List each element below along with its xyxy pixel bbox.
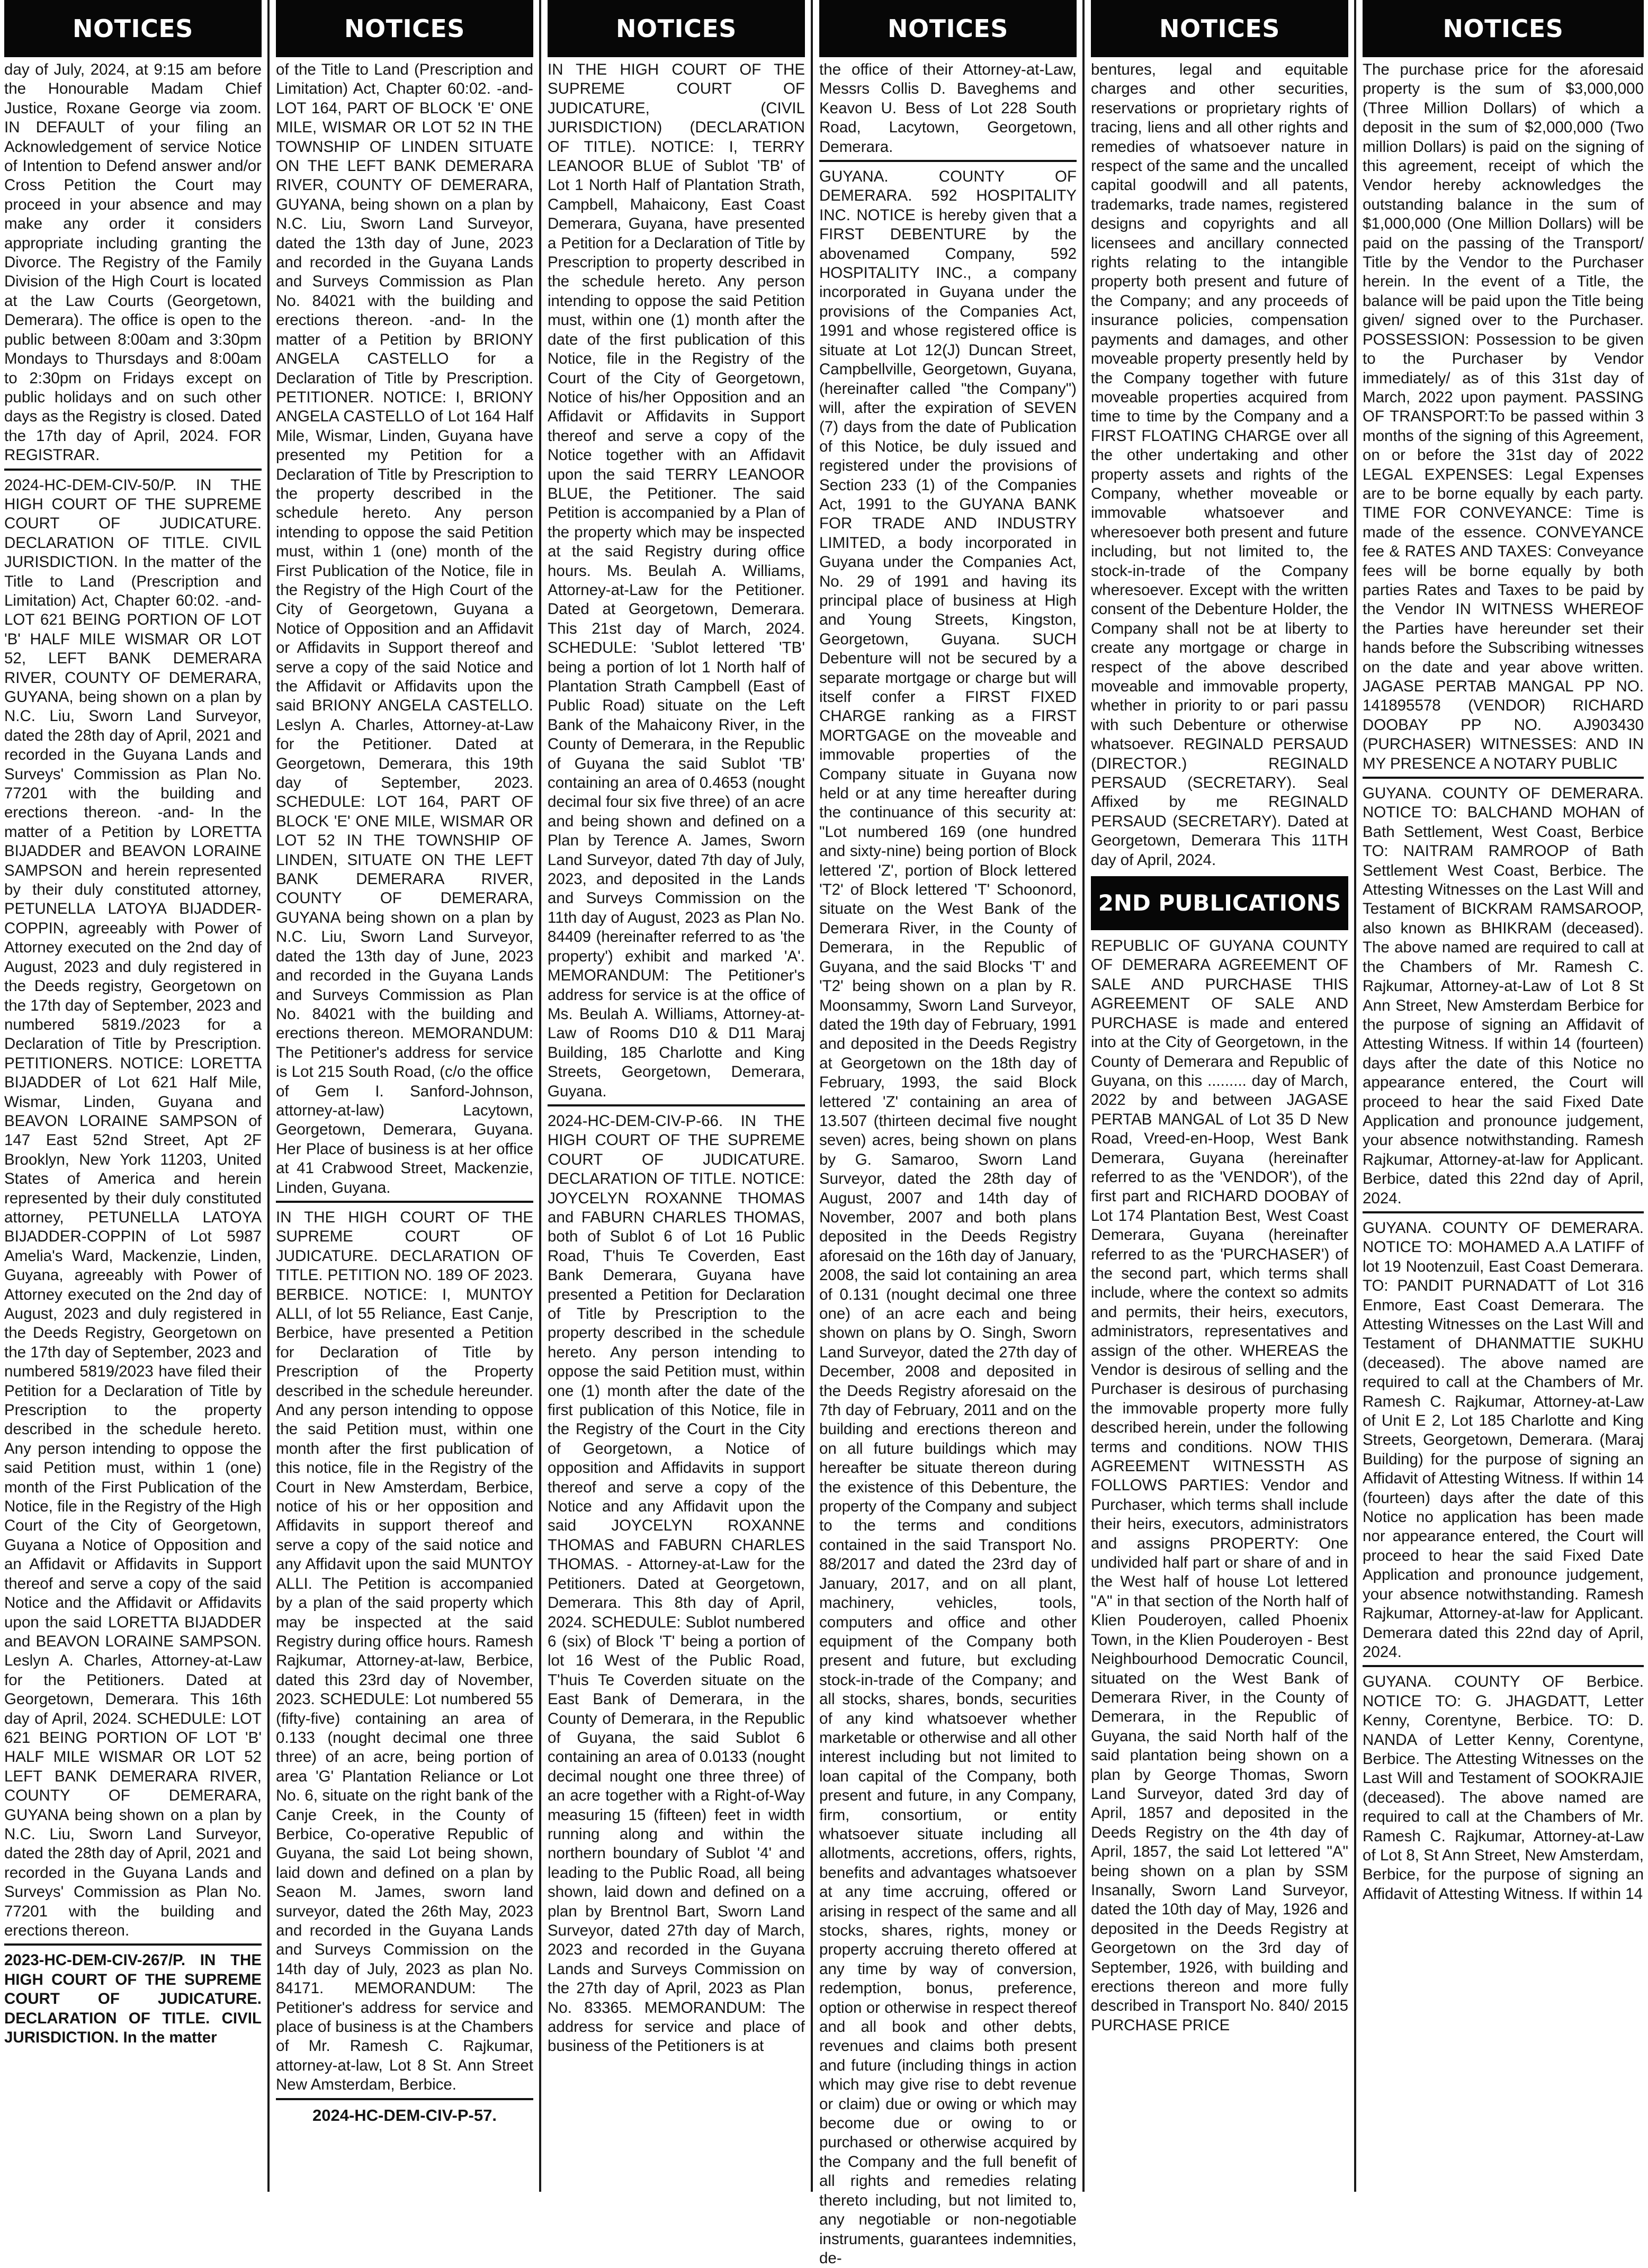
notice-column-5 xyxy=(1091,0,1348,2192)
column-header: NOTICES xyxy=(276,0,533,57)
notice-paragraph: REPUBLIC OF GUYANA COUNTY OF DEMERARA AGREEMENT OF SALE AND PURCHASE THIS AGREEMENT OF SALE AND PURCHASE is made and entered into at the City of Georgetown, in the County of Demerara and Republic of Guyana, on this ......... day of March, 2022 by and between JAGASE PERTAB MANGAL of Lot 35 D New Road, Vreed-en-Hoop, West Bank Demerara, Guyana (hereinafter referred to as the 'VENDOR'), of the first part and RICHARD DOOBAY of Lot 174 Plantation Best, West Coast Demerara, Guyana (hereinafter referred to as the 'PURCHASER') of the second part, which terms shall include, where the context so admits and permits, their heirs, executors, administrators, representatives and assign of the other. WHEREAS the Vendor is desirous of selling and the Purchaser is desirous of purchasing the immovable property more fully described herein, under the following terms and conditions. NOW THIS AGREEMENT WITNESSTH AS FOLLOWS PARTIES: Vendor and Purchaser, which terms shall include their heirs, executors, administrators and assigns PROPERTY: One undivided half part or share of and in the West half of house Lot lettered "A" in that section of the North half of Klien Pouderoyen, called Phoenix Town, in the Klien Pouderoyen - Best Neighbourhood Democratic Council, situated on the West Bank of Demerara River, in the County of Demerara, in the Republic of Guyana, the said North half of the said plantation being shown on a plan by George Thomas, Sworn Land Surveyor, dated 3rd day of April, 1857 and deposited in the Deeds Registry on the 4th day of April, 1857, the said Lot lettered "A" being shown on a plan by SSM Insanally, Sworn Land Surveyor, dated the 10th day of May, 1926 and deposited in the Deeds Registry at Georgetown on the 3rd day of September, 1926, with building and erections thereon and more fully described in Transport No. 840/ 2015 PURCHASE PRICE xyxy=(1091,937,1348,2034)
notice-paragraph: 2023-HC-DEM-CIV-267/P. IN THE HIGH COURT OF THE SUPREME COURT OF JUDICATURE. DECLARATION OF TITLE. CIVIL JURISDICTION. In the matter xyxy=(4,1951,262,2047)
column-body xyxy=(276,57,533,2125)
notice-heading: 2024-HC-DEM-CIV-P-57. xyxy=(312,2105,497,2125)
column-header: NOTICES xyxy=(548,0,805,57)
notice-paragraph: The purchase price for the aforesaid property is the sum of $3,000,000 (Three Million Dollars) of which a deposit in the sum of $2,000,000 (Two million Dollars) is paid on the signing of this agreement, receipt of which the Vendor hereby acknowledges the outstanding balance in the sum of $1,000,000 (One Million Dollars) will be paid on the passing of the Transport/ Title by the Vendor to the Purchaser herein. In the event of a Title, the balance will be paid upon the Title being given/ signed over to the Purchaser. POSSESSION: Possession to be given to the Purchaser by Vendor immediately/ as of this 31st day of March, 2022 upon payment. PASSING OF TRANSPORT:To be passed within 3 months of the signing of this Agreement, on or before the 31st day of 2022 LEGAL EXPENSES: Legal Expenses are to be borne equally by each party. TIME FOR CONVEYANCE: Time is made of the essence. CONVEYANCE fee & RATES AND TAXES: Conveyance fees will be borne equally by both parties Rates and Taxes to be paid by the Vendor IN WITNESS WHEREOF the Parties have hereunder set their hands before the Subscribing witnesses on the date and year above written. JAGASE PERTAB MANGAL PP NO. 141895578 (VENDOR) RICHARD DOOBAY PP NO. AJ903430 (PURCHASER) WITNESSES: AND IN MY PRESENCE A NOTARY PUBLIC xyxy=(1363,61,1644,772)
column-header: NOTICES xyxy=(4,0,262,57)
column-divider xyxy=(811,0,813,2192)
notice-paragraph: of the Title to Land (Prescription and Limitation) Act, Chapter 60:02. -and- LOT 164, PART OF BLOCK 'E' ONE MILE, WISMAR OR LOT 52 IN THE TOWNSHIP OF LINDEN SITUATE ON THE LEFT BANK DEMERARA RIVER, COUNTY OF DEMERARA, GUYANA, being shown on a plan by N.C. Liu, Sworn Land Surveyor, dated the 13th day of June, 2023 and recorded in the Guyana Lands and Surveys Commission as Plan No. 84021 with the building and erections thereon. -and- In the matter of a Petition by BRIONY ANGELA CASTELLO for a Declaration of Title by Prescription. PETITIONER. NOTICE: I, BRIONY ANGELA CASTELLO of Lot 164 Half Mile, Wismar, Linden, Guyana have presented my Petition for a Declaration of Title by Prescription to the property described in the schedule hereto. Any person intending to oppose the said Petition must, within 1 (one) month of the First Publication of the Notice, file in the Registry of the High Court of the City of Georgetown, Guyana a Notice of Opposition and an Affidavit or Affidavits in Support thereof and serve a copy of the said Notice and the Affidavit or Affidavits upon the said BRIONY ANGELA CASTELLO. Leslyn A. Charles, Attorney-at-Law for the Petitioner. Dated at Georgetown, Demerara, this 19th day of September, 2023. SCHEDULE: LOT 164, PART OF BLOCK 'E' ONE MILE, WISMAR OR LOT 52 IN THE TOWNSHIP OF LINDEN, SITUATE ON THE LEFT BANK DEMERARA RIVER, COUNTY OF DEMERARA, GUYANA being shown on a plan by N.C. Liu, Sworn Land Surveyor, dated the 13th day of June, 2023 and recorded in the Guyana Lands and Surveys Commission as Plan No. 84021 with the building and erections thereon. MEMORANDUM: The Petitioner's address for service is Lot 215 South Road, (c/o the office of Gem I. Sanford-Johnson, attorney-at-law) Lacytown, Georgetown, Demerara, Guyana. Her Place of business is at her office at 41 Crabwood Street, Mackenzie, Linden, Guyana. xyxy=(276,61,533,1196)
divider xyxy=(548,1104,805,1106)
notice-column-1 xyxy=(4,0,262,2192)
column-header: NOTICES xyxy=(819,0,1077,57)
divider xyxy=(819,160,1077,162)
notice-column-3 xyxy=(548,0,805,2192)
column-divider xyxy=(1082,0,1085,2192)
column-body xyxy=(1091,57,1348,2035)
column-body xyxy=(548,57,805,2056)
notice-paragraph: IN THE HIGH COURT OF THE SUPREME COURT OF JUDICATURE. DECLARATION OF TITLE. PETITION NO. 189 OF 2023. BERBICE. NOTICE: I, MUNTOY ALLI, of lot 55 Reliance, East Canje, Berbice, have presented a Petition for Declaration of Title by Prescription of the Property described in the schedule hereunder. And any person intending to oppose the said Petition must, within one month after the first publication of this notice, file in the Registry of the Court in New Amsterdam, Berbice, notice of his or her opposition and Affidavits in support thereof and serve a copy of the said notice and any Affidavit upon the said MUNTOY ALLI. The Petition is accompanied by a plan of the said property which may be inspected at the said Registry during office hours. Ramesh Rajkumar, Attorney-at-law, Berbice, dated this 23rd day of November, 2023. SCHEDULE: Lot numbered 55 (fifty-five) containing an area of 0.133 (nought decimal one three three) of an acre, being portion of area 'G' Plantation Reliance or Lot No. 6, situate on the right bank of the Canje Creek, in the County of Berbice, Co-operative Republic of Guyana, the said Lot being shown, laid down and defined on a plan by Seaon M. James, sworn land surveyor, dated the 26th May, 2023 and recorded in the Guyana Lands and Surveys Commission on the 14th day of July, 2023 as plan No. 84171. MEMORANDUM: The Petitioner's address for service and place of business is at the Chambers of Mr. Ramesh C. Rajkumar, attorney-at-law, Lot 8 St. Ann Street New Amsterdam, Berbice. xyxy=(276,1208,533,2094)
notice-paragraph: GUYANA. COUNTY OF Berbice. NOTICE TO: G. JHAGDATT, Letter Kenny, Corentyne, Berbice. TO: D. NANDA of Letter Kenny, Corentyne, Berbice. The Attesting Witnesses on the Last Will and Testament of SOOKRAJIE (deceased). The above named are required to call at the Chambers of Mr. Ramesh C. Rajkumar, Attorney-at-Law of Lot 8, St Ann Street, New Amsterdam, Berbice, for the purpose of signing an Affidavit of Attesting Witness. If within 14 xyxy=(1363,1673,1644,1903)
divider xyxy=(1363,777,1644,779)
divider xyxy=(276,2098,533,2100)
section-banner: 2ND PUBLICATIONS xyxy=(1091,876,1348,930)
notice-paragraph: GUYANA. COUNTY OF DEMERARA. NOTICE TO: BALCHAND MOHAN of Bath Settlement, West Coast, Berbice TO: NAITRAM RAMROOP of Bath Settlement West Coast, Berbice. The Attesting Witnesses on the Last Will and Testament of BICKRAM RAMSAROOP, also known as BHIKRAM (deceased). The above named are required to call at the Chambers of Mr. Ramesh C. Rajkumar, Attorney-at-Law of Lot 8 St Ann Street, New Amsterdam Berbice for the purpose of signing an Affidavit of Attesting Witness. If within 14 (fourteen) days after the date of this Notice no appearance entered, the Court will proceed to hear the said Fixed Date Application and pronounce judgement, your absence notwithstanding. Ramesh Rajkumar, Attorney-at-law for Applicant. Berbice, dated this 22nd day of April, 2024. xyxy=(1363,785,1644,1207)
notice-column-2 xyxy=(276,0,533,2192)
notice-paragraph: IN THE HIGH COURT OF THE SUPREME COURT OF JUDICATURE, (CIVIL JURISDICTION) (DECLARATION OF TITLE). NOTICE: I, TERRY LEANOOR BLUE of Sublot 'TB' of Lot 1 North Half of Plantation Strath, Campbell, Mahaicony, East Coast Demerara, Guyana, have presented a Petition for a Declaration of Title by Prescription to property described in the schedule hereto. Any person intending to oppose the said Petition must, within one (1) month after the date of the first publication of this Notice, file in the Registry of the Court of the City of Georgetown, Notice of his/her Opposition and an Affidavit or Affidavits in Support thereof and serve a copy of the Notice together with an Affidavit upon the said TERRY LEANOOR BLUE, the Petitioner. The said Petition is accompanied by a Plan of the property which may be inspected at the said Registry during office hours. Ms. Beulah A. Williams, Attorney-at-Law for the Petitioner. Dated at Georgetown, Demerara. This 21st day of March, 2024. SCHEDULE: 'Sublot lettered 'TB' being a portion of lot 1 North half of Plantation Strath Campbell (East of Public Road) situate on the Left Bank of the Mahaicony River, in the County of Demerara, in the Republic of Guyana the said Sublot 'TB' containing an area of 0.4653 (nought decimal four six five three) of an acre and being shown and defined on a Plan by Terence A. James, Sworn Land Surveyor, dated 7th day of July, 2023, and deposited in the Lands and Surveys Commission on the 11th day of August, 2023 as Plan No. 84409 (hereinafter referred to as 'the property') exhibit and marked 'A'. MEMORANDUM: The Petitioner's address for service is at the office of Ms. Beulah A. Williams, Attorney-at-Law of Rooms D10 & D11 Maraj Building, 185 Charlotte and King Streets, Georgetown, Demerara, Guyana. xyxy=(548,61,805,1100)
notice-paragraph: the office of their Attorney-at-Law, Messrs Collis D. Baveghems and Keavon U. Bess of Lot 228 South Road, Lacytown, Georgetown, Demerara. xyxy=(819,61,1077,156)
divider xyxy=(1363,1665,1644,1667)
column-divider xyxy=(267,0,270,2192)
notice-column-6 xyxy=(1363,0,1644,2192)
divider xyxy=(4,469,262,471)
divider xyxy=(276,1201,533,1203)
column-header: NOTICES xyxy=(1363,0,1644,57)
column-body xyxy=(1363,57,1644,1904)
column-header: NOTICES xyxy=(1091,0,1348,57)
divider xyxy=(4,1943,262,1946)
column-divider xyxy=(1354,0,1356,2192)
notice-paragraph: 2024-HC-DEM-CIV-50/P. IN THE HIGH COURT OF THE SUPREME COURT OF JUDICATURE. DECLARATION OF TITLE. CIVIL JURISDICTION. In the matter of the Title to Land (Prescription and Limitation) Act, Chapter 60:02. -and- LOT 621 BEING PORTION OF LOT 'B' HALF MILE WISMAR OR LOT 52, LEFT BANK DEMERARA RIVER, COUNTY OF DEMERARA, GUYANA, being shown on a plan by N.C. Liu, Sworn Land Surveyor, dated the 28th day of April, 2021 and recorded in the Guyana Lands and Surveys' Commission as Plan No. 77201 with the building and erections thereon. -and- In the matter of a Petition by LORETTA BIJADDER and BEAVON LORAINE SAMPSON and herein represented by their duly constituted attorney, PETUNELLA LATOYA BIJADDER-COPPIN, agreeably with Power of Attorney executed on the 2nd day of August, 2023 and duly registered in the Deeds registry, Georgetown on the 17th day of September, 2023 and numbered 5819./2023 for a Declaration of Title by Prescription. PETITIONERS. NOTICE: LORETTA BIJADDER of Lot 621 Half Mile, Wismar, Linden, Guyana and BEAVON LORAINE SAMPSON of 147 East 52nd Street, Apt 2F Brooklyn, New York 11203, United States of America and herein represented by their duly constituted attorney, PETUNELLA LATOYA BIJADDER-COPPIN of Lot 5987 Amelia's Ward, Mackenzie, Linden, Guyana, agreeably with Power of Attorney executed on the 2nd day of August, 2023 and duly registered in the Deeds Registry, Georgetown on the 17th day of September, 2023 and numbered 5819/2023 have filed their Petition for a Declaration of Title by Prescription to the property described in the schedule hereto. Any person intending to oppose the said Petition must, within 1 (one) month of the First Publication of the Notice, file in the Registry of the High Court of the City of Georgetown, Guyana a Notice of Opposition and an Affidavit or Affidavits in Support thereof and serve a copy of the said Notice and the Affidavit or Affidavits upon the said LORETTA BIJADDER and BEAVON LORAINE SAMPSON. Leslyn A. Charles, Attorney-at-Law for the Petitioners. Dated at Georgetown, Demerara. This 16th day of April, 2024. SCHEDULE: LOT 621 BEING PORTION OF LOT 'B' HALF MILE WISMAR OR LOT 52 LEFT BANK DEMERARA RIVER, COUNTY OF DEMERARA, GUYANA being shown on a plan by N.C. Liu, Sworn Land Surveyor, dated the 28th day of April, 2021 and recorded in the Guyana Lands and Surveys' Commission as Plan No. 77201 with the building and erections thereon. xyxy=(4,476,262,1939)
notice-paragraph: 2024-HC-DEM-CIV-P-66. IN THE HIGH COURT OF THE SUPREME COURT OF JUDICATURE. DECLARATION OF TITLE. NOTICE: JOYCELYN ROXANNE THOMAS and FABURN CHARLES THOMAS, both of Sublot 6 of Lot 16 Public Road, T'huis Te Coverden, East Bank Demerara, Guyana have presented a Petition for Declaration of Title by Prescription to the property described in the schedule hereto. Any person intending to oppose the said Petition must, within one (1) month after the date of the first publication of this Notice, file in the Registry of the Court in the City of Georgetown, a Notice of opposition and Affidavits in support thereof and serve a copy of the Notice and any Affidavit upon the said JOYCELYN ROXANNE THOMAS and FABURN CHARLES THOMAS. - Attorney-at-Law for the Petitioners. Dated at Georgetown, Demerara. This 8th day of April, 2024. SCHEDULE: Sublot numbered 6 (six) of Block 'T' being a portion of lot 16 West of the Public Road, T'huis Te Coverden situate on the East Bank of Demerara, in the County of Demerara, in the Republic of Guyana, the said Sublot 6 containing an area of 0.0133 (nought decimal nought one three three) of an acre together with a Right-of-Way measuring 15 (fifteen) feet in width running along and within the northern boundary of Sublot '4' and leading to the Public Road, all being shown, laid down and defined on a plan by Brentnol Bart, Sworn Land Surveyor, dated 27th day of March, 2023 and recorded in the Guyana Lands and Surveys Commission on the 27th day of April, 2023 as Plan No. 83365. MEMORANDUM: The address for service and place of business of the Petitioners is at xyxy=(548,1112,805,2055)
notice-paragraph: bentures, legal and equitable charges and other securities, reservations or proprietary rights of tracing, liens and all other rights and remedies of whatsoever nature in respect of the same and the uncalled capital goodwill and all patents, trademarks, trade names, registered designs and copyrights and all licensees and ancillary connected rights relating to the intangible property both present and future of the Company; and any proceeds of insurance policies, compensation payments and damages, and other moveable property presently held by the Company together with future moveable properties acquired from time to time by the Company and a FIRST FLOATING CHARGE over all the other undertaking and other property assets and rights of the Company, whether moveable or immovable whatsoever and wheresoever both present and future including, but not limited to, the stock-in-trade of the Company wheresoever. Except with the written consent of the Debenture Holder, the Company shall not be at liberty to create any mortgage or charge in respect of the above described moveable and immovable property, whether in priority to or pari passu with such Debenture or otherwise whatsoever. REGINALD PERSAUD (DIRECTOR.) REGINALD PERSAUD (SECRETARY). Seal Affixed by me REGINALD PERSAUD (SECRETARY). Dated at Georgetown, Demerara This 11TH day of April, 2024. xyxy=(1091,61,1348,869)
column-body xyxy=(819,57,1077,2268)
notice-paragraph: day of July, 2024, at 9:15 am before the Honourable Madam Chief Justice, Roxane George via zoom. IN DEFAULT of your filing an Acknowledgement of service Notice of Intention to Defend answer and/or Cross Petition the Court may proceed in your absence and may make any order it considers appropriate including granting the Divorce. The Registry of the Family Division of the High Court is located at the Law Courts (Georgetown, Demerara). The office is open to the public between 8:00am and 3:30pm Mondays to Thursdays and 8:00am to 2:30pm on Fridays except on public holidays and on such other days as the Registry is closed. Dated the 17th day of April, 2024. FOR REGISTRAR. xyxy=(4,61,262,464)
notice-column-4 xyxy=(819,0,1077,2267)
newspaper-page xyxy=(4,0,1644,2267)
notice-paragraph: GUYANA. COUNTY OF DEMERARA. NOTICE TO: MOHAMED A.A LATIFF of lot 19 Nootenzuil, East Coast Demerara. TO: PANDIT PURNADATT of Lot 316 Enmore, East Coast Demerara. The Attesting Witnesses on the Last Will and Testament of DHANMATTIE SUKHU (deceased). The above named are required to call at the Chambers of Mr. Ramesh C. Rajkumar, Attorney-at-Law of Unit E 2, Lot 185 Charlotte and King Streets, Georgetown, Demerara. (Maraj Building) for the purpose of signing an Affidavit of Attesting Witness. If within 14 (fourteen) days after the date of this Notice no application has been made nor appearance entered, the Court will proceed to hear the said Fixed Date Application and pronounce judgement, your absence notwithstanding. Ramesh Rajkumar, Attorney-at-law for Applicant. Demerara dated this 22nd day of April, 2024. xyxy=(1363,1219,1644,1661)
notice-paragraph: GUYANA. COUNTY OF DEMERARA. 592 HOSPITALITY INC. NOTICE is hereby given that a FIRST DEBENTURE by the abovenamed Company, 592 HOSPITALITY INC., a company incorporated in Guyana under the provisions of the Companies Act, 1991 and whose registered office is situate at Lot 12(J) Duncan Street, Campbellville, Georgetown, Guyana, (hereinafter called "the Company") will, after the expiration of SEVEN (7) days from the date of Publication of this Notice, be duly issued and registered under the provisions of Section 233 (1) of the Companies Act, 1991 to the GUYANA BANK FOR TRADE AND INDUSTRY LIMITED, a body incorporated in Guyana under the Companies Act, No. 29 of 1991 and having its principal place of business at High and Young Streets, Kingston, Georgetown, Guyana. SUCH Debenture will not be secured by a separate mortgage or charge but will itself confer a FIRST FIXED CHARGE ranking as a FIRST MORTGAGE on the moveable and immovable properties of the Company situate in Guyana now held or at any time hereafter during the continuance of this security at: "Lot numbered 169 (one hundred and sixty-nine) being portion of Block lettered 'Z', portion of Block lettered 'T2' of Block lettered 'T' Schoonord, situate on the West Bank of the Demerara River, in the County of Demerara, in the Republic of Guyana, and the said Blocks 'T' and 'T2' being shown on a plan by R. Moonsammy, Sworn Land Surveyor, dated the 19th day of February, 1991 and deposited in the Deeds Registry at Georgetown on the 18th day of February, 1993, the said Block lettered 'Z' containing an area of 13.507 (thirteen decimal five nought seven) acres, being shown on plans by G. Samaroo, Sworn Land Surveyor, dated the 28th day of August, 2007 and 14th day of November, 2007 and both plans deposited in the Deeds Registry aforesaid on the 16th day of January, 2008, the said lot containing an area of 0.131 (nought decimal one three one) of an acre each and being shown on plans by O. Singh, Sworn Land Surveyor, dated the 27th day of December, 2008 and deposited in the Deeds Registry aforesaid on the 7th day of February, 2011 and on the building and erections thereon and on all future buildings which may hereafter be situate thereon during the existence of this Debenture, the property of the Company and subject to the terms and conditions contained in the said Transport No. 88/2017 and dated the 23rd day of January, 2017, and on all plant, machinery, vehicles, tools, computers and office and other equipment of the Company both present and future, but excluding stock-in-trade of the Company; and all stocks, shares, bonds, securities of any kind whatsoever whether marketable or otherwise and all other interest including but not limited to loan capital of the Company, both present and future, in any Company, firm, consortium, or entity whatsoever situate including all allotments, accretions, offers, rights, benefits and advantages whatsoever at any time accruing, offered or arising in respect of the same and all stocks, shares, rights, money or property accruing thereto offered at any time by way of conversion, redemption, bonus, preference, option or otherwise in respect thereof and all book and other debts, revenues and claims both present and future (including things in action which may give rise to debt revenue or claim) due or owing or which may become due or owing to or purchased or otherwise acquired by the Company and the full benefit of all rights and remedies relating thereto including, but not limited to, any negotiable or non-negotiable instruments, guarantees indemnities, de- xyxy=(819,168,1077,2267)
divider xyxy=(1363,1211,1644,1213)
column-body xyxy=(4,57,262,2047)
column-divider xyxy=(539,0,541,2192)
